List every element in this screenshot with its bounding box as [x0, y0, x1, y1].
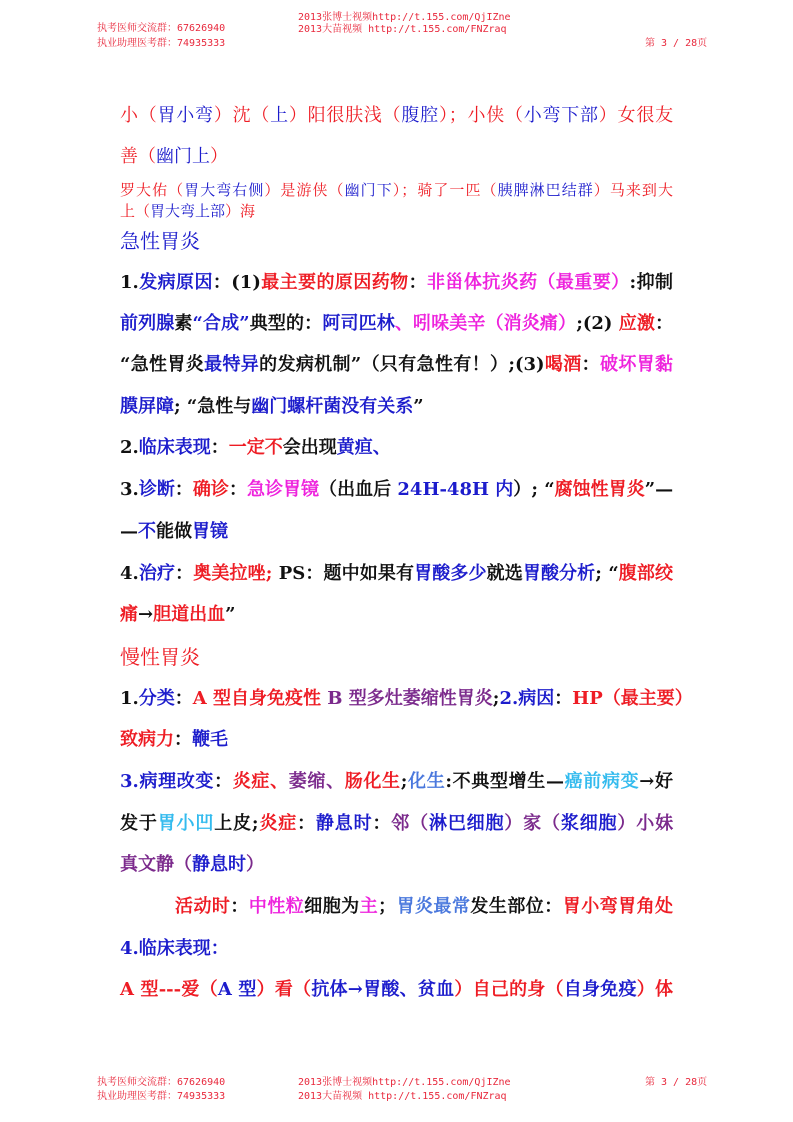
text-segment: ）沈（ — [213, 105, 271, 126]
text-line — [120, 770, 673, 794]
text-segment: 会出现 — [282, 437, 337, 458]
text-segment: ： — [174, 688, 193, 709]
text-segment: 炎症、 — [232, 771, 289, 792]
text-segment: 能做 — [156, 521, 192, 542]
text-segment: ： — [174, 479, 193, 500]
text-segment: ： — [210, 437, 229, 458]
text-segment: ）小妹 — [617, 813, 674, 834]
text-segment: 胆道出血 — [153, 604, 226, 625]
text-segment: A 型---爱（ — [120, 979, 218, 1000]
text-segment: ）阳很肤浅（ — [288, 105, 402, 126]
text-line — [120, 312, 673, 336]
text-segment: （出血后 — [319, 479, 398, 500]
text-segment: 膜屏障 — [120, 396, 174, 417]
text-segment: 细胞为 — [304, 896, 360, 917]
text-segment: 胰脾淋巴结群 — [497, 181, 594, 199]
text-segment: 善（ — [120, 146, 156, 167]
text-segment: 抗体→胃酸、贫血 — [311, 979, 455, 1000]
text-segment: 腐蚀性胃炎 — [554, 479, 645, 500]
text-segment: 急诊胃镜 — [246, 479, 320, 500]
text-segment: 4. — [120, 563, 139, 584]
text-segment: “合成” — [192, 313, 250, 334]
text-segment: 一定不 — [228, 437, 283, 458]
text-segment: 就选 — [486, 563, 523, 584]
text-segment: 3. — [120, 479, 139, 500]
text-segment: 胃酸多少 — [414, 563, 487, 584]
text-segment: PS：题中如果有 — [272, 563, 415, 584]
text-segment: 萎缩、 — [288, 771, 345, 792]
text-segment: 急性胃炎 — [120, 229, 200, 253]
footer-group-1: 执考医师交流群：67626940 — [97, 1077, 226, 1088]
text-segment: ）看（ — [256, 979, 312, 1000]
text-segment: ： — [554, 688, 573, 709]
footer-video-link-1[interactable]: 2013张博士视频http://t.155.com/QjIZne — [298, 1077, 511, 1088]
text-segment: 黄疸、 — [336, 437, 391, 458]
text-segment: 胃小弯 — [157, 105, 214, 126]
text-segment: 静息时 — [315, 813, 373, 834]
text-line — [120, 562, 673, 586]
text-segment: 上（ — [120, 202, 151, 220]
text-segment: 临床表现 — [138, 437, 211, 458]
footer-group-2: 执业助理医考群：74935333 — [97, 1091, 226, 1102]
header-group-2: 执业助理医考群：74935333 — [97, 38, 226, 49]
text-segment: ）体 — [636, 979, 674, 1000]
text-segment: 淋巴细胞 — [428, 813, 505, 834]
text-segment: ” — [413, 396, 424, 417]
text-segment: ）自己的身（ — [454, 979, 564, 1000]
text-line — [120, 201, 673, 221]
text-line — [120, 937, 673, 961]
text-segment: 慢性胃炎 — [120, 645, 200, 669]
text-segment: 分类 — [138, 688, 175, 709]
text-segment: 幽门下 — [344, 181, 393, 199]
text-segment: 胃大弯右侧 — [184, 181, 265, 199]
text-line — [120, 978, 673, 1002]
text-line — [120, 853, 673, 877]
text-segment: ：(1) — [212, 272, 261, 293]
text-segment: 小弯下部 — [523, 105, 599, 126]
text-line — [120, 520, 673, 544]
text-segment: 活动时 — [175, 896, 231, 917]
text-segment: ; “急性与 — [174, 396, 252, 417]
text-segment: 邻（ — [391, 813, 429, 834]
text-segment: “急性胃炎 — [120, 354, 205, 375]
text-segment: 不 — [138, 521, 156, 542]
text-segment: 破坏胃黏 — [599, 354, 674, 375]
text-segment: 素 — [174, 313, 193, 334]
text-segment: ： — [408, 272, 427, 293]
header-video-link-2[interactable]: 2013大苗视频 http://t.155.com/FNZraq — [298, 24, 507, 35]
text-segment: ： — [372, 813, 392, 834]
text-segment: A 型 — [217, 979, 257, 1000]
text-line — [120, 271, 673, 295]
text-segment: 罗大佑（ — [120, 181, 185, 199]
text-line — [120, 395, 673, 419]
text-segment: :不典型增生— — [445, 771, 564, 792]
text-segment: ） — [246, 854, 264, 875]
text-segment: 非甾体抗炎药（最重要） — [427, 272, 630, 293]
text-line — [120, 812, 673, 836]
header-page-number: 第 3 / 28页 — [645, 38, 708, 49]
text-segment: 小（ — [120, 105, 158, 126]
text-segment: ）家（ — [504, 813, 561, 834]
text-line — [120, 180, 673, 200]
text-segment: 致病力 — [120, 729, 174, 750]
text-segment: 、吲哚美辛（消炎痛） — [394, 313, 577, 334]
text-segment: 喝酒 — [544, 354, 582, 375]
text-line — [120, 436, 673, 460]
text-segment: 1. — [120, 688, 139, 709]
text-segment: ： — [581, 354, 600, 375]
text-segment: 3.病理改变 — [120, 771, 215, 792]
text-segment: 鞭毛 — [192, 729, 228, 750]
text-segment: 2.病因 — [499, 688, 555, 709]
text-segment: 的发病机制”（只有急性有！）;(3) — [259, 354, 545, 375]
text-segment: ）海 — [225, 202, 256, 220]
text-segment: ; — [492, 688, 500, 709]
header-group-1: 执考医师交流群：67626940 — [97, 23, 226, 34]
text-segment: 胃镜 — [192, 521, 228, 542]
section-heading — [120, 229, 673, 253]
text-line — [120, 728, 673, 752]
text-segment: 胃小弯胃角处 — [562, 896, 674, 917]
text-line — [120, 603, 673, 627]
text-segment: 上皮; — [214, 813, 259, 834]
text-line — [120, 104, 673, 128]
text-segment: 浆细胞 — [560, 813, 618, 834]
text-segment: ： — [175, 563, 194, 584]
text-segment: A 型自身免疫性 — [192, 688, 328, 709]
text-segment: 静息时 — [192, 854, 246, 875]
text-segment: 中性粒 — [248, 896, 305, 917]
text-segment: ）是游侠（ — [264, 181, 345, 199]
text-segment: 应激 — [618, 313, 656, 334]
text-segment: ）；骑了一匹（ — [392, 181, 498, 199]
text-segment: ） — [210, 146, 228, 167]
text-segment: → — [138, 604, 154, 625]
text-segment: ： — [174, 729, 192, 750]
footer-page-number: 第 3 / 28页 — [645, 1077, 708, 1088]
text-segment: 2. — [120, 437, 139, 458]
text-segment: 上 — [270, 105, 289, 126]
text-segment: ： — [228, 479, 247, 500]
text-segment: 发生部位： — [470, 896, 563, 917]
text-segment: 确诊 — [192, 479, 229, 500]
text-segment: 治疗 — [138, 563, 176, 584]
text-segment: 发病原因 — [138, 272, 213, 293]
text-segment: — — [120, 521, 138, 542]
text-segment: ： — [297, 813, 316, 834]
text-segment: ： — [214, 771, 233, 792]
text-segment: 痛 — [120, 604, 138, 625]
text-segment: ;(2) — [576, 313, 619, 334]
text-segment: 炎症 — [258, 813, 298, 834]
text-segment: ： — [230, 896, 249, 917]
text-segment: →好 — [639, 771, 674, 792]
text-segment: 诊断 — [138, 479, 175, 500]
text-segment: 前列腺 — [120, 313, 175, 334]
text-segment: 幽门上 — [156, 146, 210, 167]
text-segment: ”— — [644, 479, 674, 500]
text-segment: 幽门螺杆菌没有关系 — [251, 396, 414, 417]
text-segment: 胃小凹 — [157, 813, 215, 834]
text-segment: 4.临床表现： — [120, 938, 229, 959]
text-segment: ）；小侠（ — [438, 105, 524, 126]
text-segment: 自身免疫 — [563, 979, 637, 1000]
text-line — [120, 353, 673, 377]
text-line — [120, 478, 673, 502]
text-segment: 真文静（ — [120, 854, 192, 875]
text-segment: 1. — [120, 272, 139, 293]
text-segment: 最特异 — [204, 354, 260, 375]
text-segment: :抑制 — [629, 272, 674, 293]
text-segment: HP（最主要） — [572, 688, 693, 709]
text-line — [175, 895, 673, 919]
footer-video-link-2[interactable]: 2013大苗视频 http://t.155.com/FNZraq — [298, 1091, 507, 1102]
text-segment: ; “ — [595, 563, 619, 584]
text-segment: ; — [400, 771, 408, 792]
text-segment: B 型多灶萎缩性胃炎 — [327, 688, 493, 709]
text-segment: ； — [378, 896, 397, 917]
text-segment: 最主要的原因药物 — [260, 272, 409, 293]
text-segment: 腹部绞 — [618, 563, 674, 584]
section-heading — [120, 645, 673, 669]
text-segment: 腹腔 — [401, 105, 439, 126]
text-segment: 24H-48H 内 — [397, 479, 514, 500]
text-segment: 发于 — [120, 813, 158, 834]
text-segment: 典型的： — [249, 313, 323, 334]
header-video-link-1[interactable]: 2013张博士视频http://t.155.com/QjIZne — [298, 12, 511, 23]
text-segment: 肠化生 — [344, 771, 401, 792]
text-segment: ）马来到大 — [593, 181, 673, 199]
text-segment: 癌前病变 — [563, 771, 640, 792]
text-line — [120, 687, 693, 711]
text-segment: 胃大弯上部 — [150, 202, 226, 220]
text-segment: ： — [655, 313, 674, 334]
text-segment: ）; “ — [513, 479, 555, 500]
text-segment: ）女很友 — [598, 105, 674, 126]
text-segment: 阿司匹林 — [322, 313, 395, 334]
text-segment: 奥美拉唑; — [193, 563, 273, 584]
text-segment: ” — [225, 604, 236, 625]
text-segment: 化生 — [407, 771, 446, 792]
text-line — [120, 145, 673, 169]
text-segment: 主 — [359, 896, 379, 917]
text-segment: 胃酸分析 — [522, 563, 596, 584]
text-segment: 胃炎最常 — [396, 896, 471, 917]
